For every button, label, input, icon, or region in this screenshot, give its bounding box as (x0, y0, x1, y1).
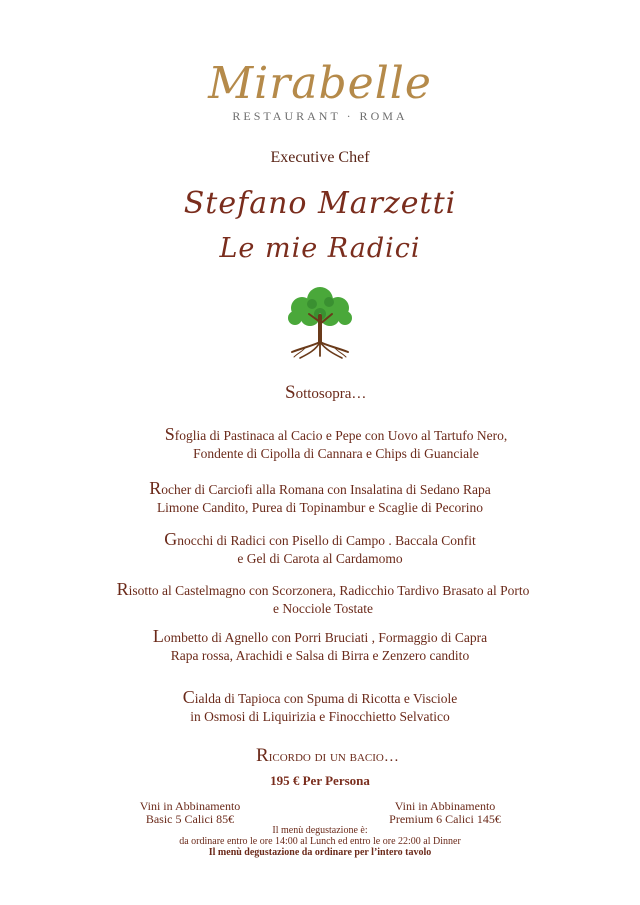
course-4 (114, 580, 532, 618)
course-line: e Nocciole Tostate (272, 601, 374, 616)
course-initial: R (149, 478, 162, 498)
course-line: ialda di Tapioca con Spuma di Ricotta e Visciole (194, 691, 458, 706)
wine-premium-detail: Premium 6 Calici 145€ (389, 812, 501, 826)
course-line: Rapa rossa, Arachidi e Salsa di Birra e Zenzero candito (170, 648, 470, 663)
tree-with-roots-icon (282, 286, 358, 362)
section-finale-text: icordo di un bacio… (268, 749, 399, 765)
course-5 (150, 627, 490, 665)
chef-name: Stefano Marzetti (183, 186, 457, 221)
course-line: ombetto di Agnello con Porri Bruciati , Formaggio di Capra (163, 630, 488, 645)
section-intro (285, 382, 366, 404)
course-line: e Gel di Carota al Cardamomo (237, 551, 403, 566)
brand-logo: Mirabelle (208, 58, 432, 109)
course-line: isotto al Castelmagno con Scorzonera, Radicchio Tardivo Brasato al Porto (128, 583, 530, 598)
price: 195 € Per Persona (270, 773, 370, 788)
course-initial: G (164, 529, 178, 549)
course-line: in Osmosi di Liquirizia e Finocchietto Selvatico (190, 709, 450, 724)
course-1 (150, 425, 522, 463)
course-6 (170, 688, 470, 726)
wine-premium (375, 800, 515, 826)
course-initial: C (182, 687, 195, 707)
menu-title: Le mie Radici (219, 233, 421, 264)
course-line: Fondente di Cipolla di Cannara e Chips di Guanciale (193, 446, 479, 461)
course-initial: S (164, 424, 175, 444)
note-line-3: Il menù degustazione da ordinare per l’intero tavolo (208, 847, 432, 858)
brand-subtitle: RESTAURANT · ROMA (232, 109, 408, 123)
wine-basic (120, 800, 260, 826)
course-2 (134, 479, 506, 517)
course-line: ocher di Carciofi alla Romana con Insalatina di Sedano Rapa (161, 482, 491, 497)
note-line-2: da ordinare entro le ore 14:00 al Lunch ed entro le ore 22:00 al Dinner (179, 836, 461, 847)
wine-premium-title: Vini in Abbinamento (394, 799, 496, 813)
note-line-1: Il menù degustazione è: (272, 825, 368, 836)
section-finale-initial: R (256, 745, 269, 766)
wine-basic-title: Vini in Abbinamento (139, 799, 241, 813)
course-3 (150, 530, 490, 568)
section-finale (256, 745, 399, 767)
course-initial: L (152, 626, 164, 646)
section-intro-initial: S (285, 382, 296, 403)
course-line: Limone Candito, Purea di Topinambur e Scaglie di Pecorino (156, 500, 484, 515)
course-initial: R (116, 579, 129, 599)
course-line: nocchi di Radici con Pisello di Campo . Baccala Confit (177, 533, 476, 548)
wine-basic-detail: Basic 5 Calici 85€ (145, 812, 235, 826)
course-line: foglia di Pastinaca al Cacio e Pepe con Uovo al Tartufo Nero, (174, 428, 508, 443)
role-label: Executive Chef (270, 149, 370, 166)
section-intro-text: ottosopra… (295, 386, 367, 402)
